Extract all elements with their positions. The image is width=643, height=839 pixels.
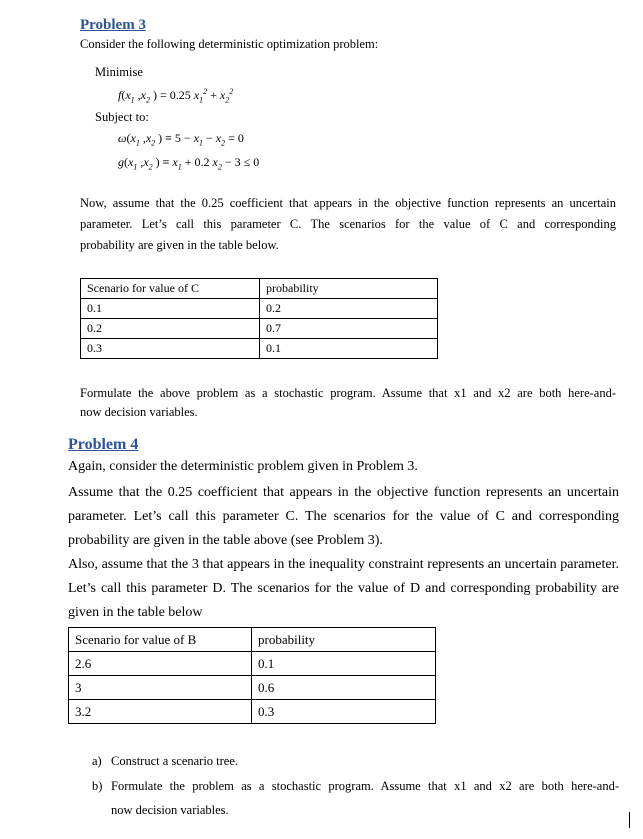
table-cell: 0.3	[81, 339, 260, 359]
problem-4-line-1: Again, consider the deterministic problem given in Problem 3.	[68, 459, 418, 474]
table-header-cell: Scenario for value of C	[81, 279, 260, 299]
problem-4-line-2: Assume that the 0.25 coefficient that appears in the objective function represents an uncertain	[68, 485, 619, 500]
list-item-continuation: now decision variables.	[111, 803, 229, 817]
list-item-marker: b)	[92, 779, 103, 793]
minimise-label: Minimise	[95, 65, 143, 79]
list-item-text: Construct a scenario tree.	[111, 754, 239, 768]
table-cell: 0.6	[252, 676, 436, 700]
text-cursor	[629, 812, 630, 828]
subject-to-label: Subject to:	[95, 110, 149, 124]
list-item-text: Formulate the problem as a stochastic program. Assume that x1 and x2 are both here-and-	[111, 779, 619, 793]
list-item-marker: a)	[92, 754, 102, 768]
problem-4-line-4: probability are given in the table above (see Problem 3).	[68, 533, 383, 548]
table-cell: 0.1	[260, 339, 438, 359]
table-header-row	[69, 628, 436, 652]
inequality-constraint: $g(x_1$ $,x_2$ ) ≡ $x_1 + 0.2$ $x_2 - 3 \le 0$	[118, 155, 260, 172]
table-cell: 3	[69, 676, 252, 700]
problem-3-intro: Consider the following deterministic optimization problem:	[80, 37, 379, 51]
problem-4-line-5: Also, assume that the 3 that appears in the inequality constraint represents an uncertain parameter.	[68, 557, 619, 572]
table-header-cell: probability	[252, 628, 436, 652]
table-cell: 0.2	[260, 299, 438, 319]
table-cell: 0.2	[81, 319, 260, 339]
problem-3-paragraph-line-2: parameter. Let’s call this parameter C. The scenarios for the value of C and corresponding	[80, 217, 616, 231]
table-header-cell: Scenario for value of B	[69, 628, 252, 652]
formulate-line-1: Formulate the above problem as a stochastic program. Assume that x1 and x2 are both here-and-	[80, 386, 616, 400]
objective-function: $f(x_1$ $,x_2$ ) = 0.25 $x_1^2 + x_2^2$	[118, 87, 234, 105]
table-header-row	[81, 279, 438, 299]
table-cell: 0.1	[81, 299, 260, 319]
equality-constraint: $\omega(x_1$ $,x_2$ ) ≡ $5 - x_1 - x_2 = 0$	[118, 131, 244, 148]
table-row	[69, 676, 436, 700]
scenario-table-c	[80, 278, 438, 359]
formulate-line-2: now decision variables.	[80, 405, 198, 419]
table-cell: 0.3	[252, 700, 436, 724]
problem-4-line-6: Let’s call this parameter D. The scenarios for the value of D and corresponding probability are	[68, 581, 619, 596]
problem-4-title: Problem 4	[68, 436, 139, 453]
table-row	[81, 319, 438, 339]
problem-3-title: Problem 3	[80, 17, 146, 33]
table-cell: 2.6	[69, 652, 252, 676]
table-row	[69, 652, 436, 676]
problem-3-paragraph-line-3: probability are given in the table below.	[80, 238, 279, 252]
table-row	[81, 299, 438, 319]
problem-4-line-3: parameter. Let’s call this parameter C. The scenarios for the value of C and corresponding	[68, 509, 619, 524]
scenario-table-d	[68, 627, 436, 724]
problem-3-paragraph-line-1: Now, assume that the 0.25 coefficient that appears in the objective function represents an uncertain	[80, 196, 616, 210]
table-cell: 0.7	[260, 319, 438, 339]
problem-4-line-7: given in the table below	[68, 605, 203, 620]
table-cell: 0.1	[252, 652, 436, 676]
table-row	[69, 700, 436, 724]
table-cell: 3.2	[69, 700, 252, 724]
table-header-cell: probability	[260, 279, 438, 299]
table-row	[81, 339, 438, 359]
